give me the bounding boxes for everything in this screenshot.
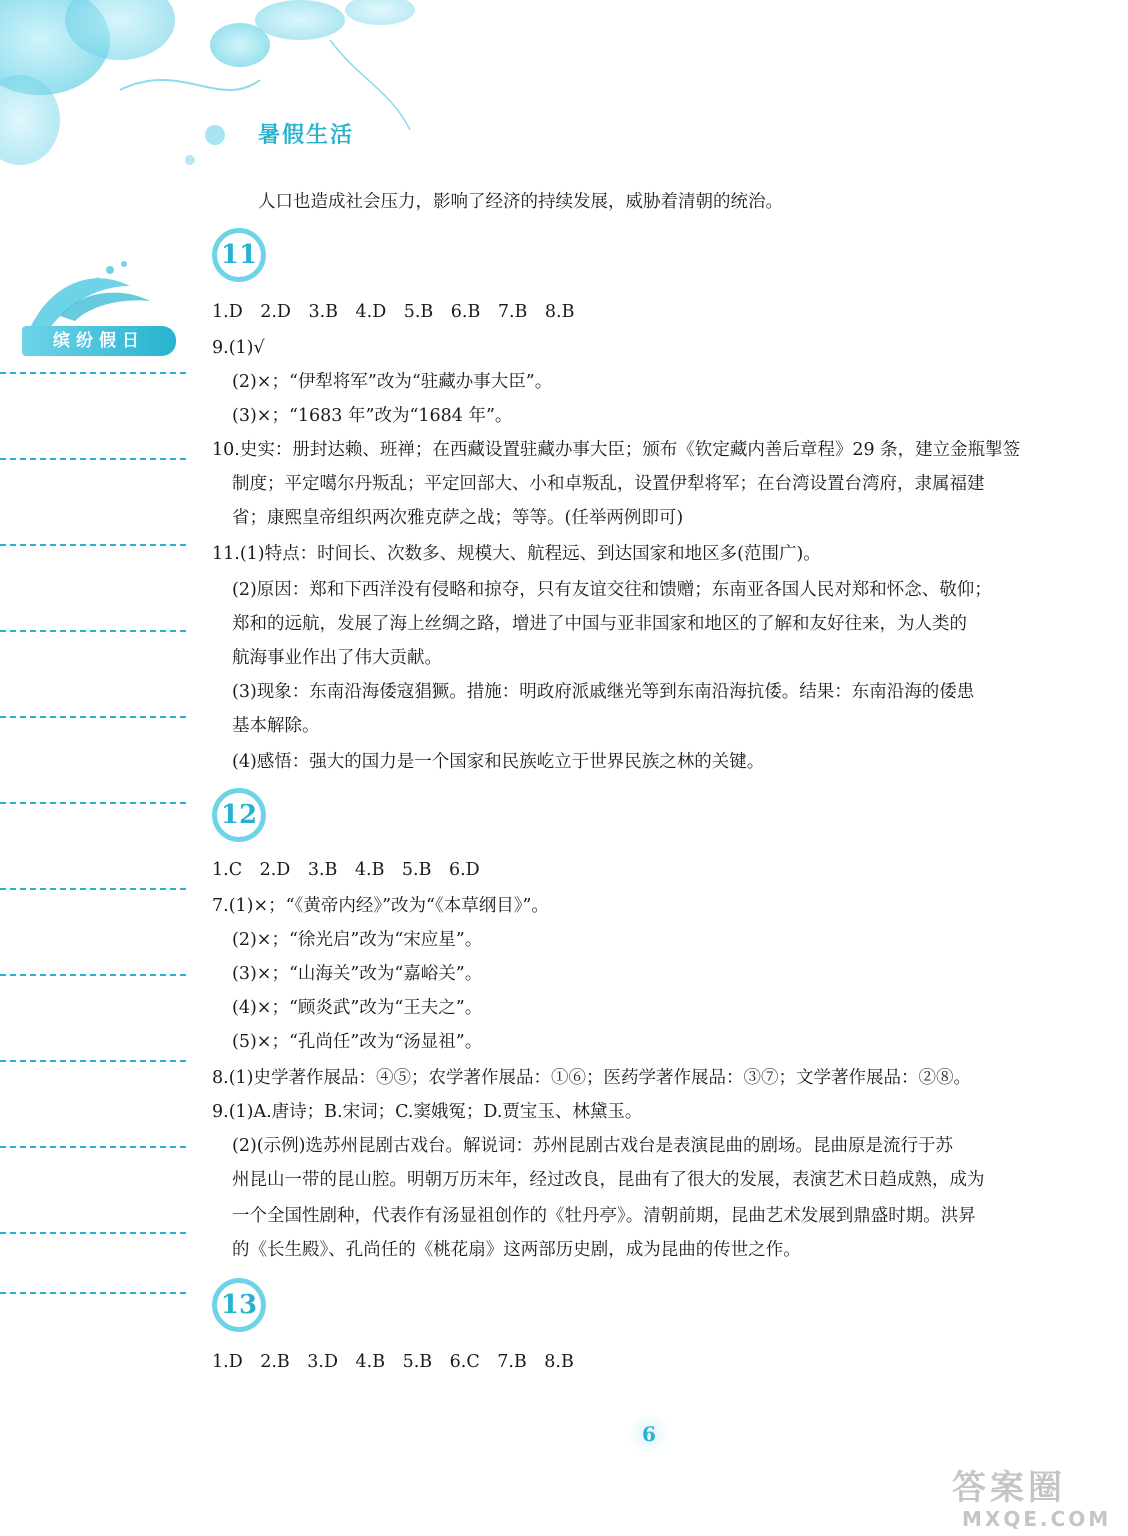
answer-line: 8.(1)史学著作展品：④⑤；农学著作展品：①⑥；医药学著作展品：③⑦；文学著作展品：②⑧。 <box>212 1068 971 1088</box>
answer-line: 州昆山一带的昆山腔。明朝万历末年，经过改良，昆曲有了很大的发展，表演艺术日趋成熟，成为 <box>232 1170 985 1190</box>
answer-line: (4)感悟：强大的国力是一个国家和民族屹立于世界民族之林的关键。 <box>232 752 765 772</box>
watermark-bottom: MXQE.COM <box>962 1507 1112 1531</box>
answer-line: 1.D 2.D 3.B 4.D 5.B 6.B 7.B 8.B <box>212 302 575 322</box>
wave-emblem <box>20 256 190 336</box>
margin-dash-line <box>0 372 186 374</box>
floral-decoration <box>0 0 440 220</box>
watermark-top: 答案圈 <box>952 1468 1066 1508</box>
answer-line: (2)×；“徐光启”改为“宋应星”。 <box>232 930 483 950</box>
section-number: 12 <box>220 800 258 830</box>
answer-line: 10.史实：册封达赖、班禅；在西藏设置驻藏办事大臣；颁布《钦定藏内善后章程》29 条，建立金瓶掣签 <box>212 440 1021 460</box>
answer-line: 省；康熙皇帝组织两次雅克萨之战；等等。(任举两例即可) <box>232 508 684 528</box>
section-number: 13 <box>220 1290 258 1320</box>
margin-dash-line <box>0 1232 186 1234</box>
answer-line: 制度；平定噶尔丹叛乱；平定回部大、小和卓叛乱，设置伊犁将军；在台湾设置台湾府，隶属福建 <box>232 474 985 494</box>
answer-line: (4)×；“顾炎武”改为“王夫之”。 <box>232 998 483 1018</box>
margin-dash-line <box>0 716 186 718</box>
answer-line: (3)现象：东南沿海倭寇猖獗。措施：明政府派戚继光等到东南沿海抗倭。结果：东南沿海的倭患 <box>232 682 975 702</box>
margin-dash-line <box>0 1292 186 1294</box>
margin-dash-line <box>0 802 186 804</box>
answer-line: 9.(1)A.唐诗；B.宋词；C.窦娥冤；D.贾宝玉、林黛玉。 <box>212 1102 643 1122</box>
section-number: 11 <box>220 240 258 270</box>
side-badge: 缤纷假日 <box>22 326 176 356</box>
answer-line: 1.D 2.B 3.D 4.B 5.B 6.C 7.B 8.B <box>212 1352 574 1372</box>
margin-dash-line <box>0 974 186 976</box>
answer-line: (2)×；“伊犁将军”改为“驻藏办事大臣”。 <box>232 372 553 392</box>
section-badge <box>210 786 268 844</box>
answer-line: 的《长生殿》、孔尚任的《桃花扇》这两部历史剧，成为昆曲的传世之作。 <box>232 1240 801 1260</box>
answer-line: 11.(1)特点：时间长、次数多、规模大、航程远、到达国家和地区多(范围广)。 <box>212 544 821 564</box>
answer-line: (5)×；“孔尚任”改为“汤显祖”。 <box>232 1032 483 1052</box>
answer-line: (3)×；“山海关”改为“嘉峪关”。 <box>232 964 483 984</box>
answer-line: 基本解除。 <box>232 716 320 736</box>
answer-line: 1.C 2.D 3.B 4.B 5.B 6.D <box>212 860 480 880</box>
margin-dash-line <box>0 630 186 632</box>
answer-line: 9.(1)√ <box>212 338 265 358</box>
margin-dash-line <box>0 1146 186 1148</box>
answer-line: 一个全国性剧种，代表作有汤显祖创作的《牡丹亭》。清朝前期，昆曲艺术发展到鼎盛时期。洪昇 <box>232 1206 976 1226</box>
answer-line: 郑和的远航，发展了海上丝绸之路，增进了中国与亚非国家和地区的了解和友好往来，为人类的 <box>232 614 967 634</box>
margin-dash-line <box>0 458 186 460</box>
margin-dash-line <box>0 544 186 546</box>
watermark-logo <box>952 1468 1122 1532</box>
section-badge <box>210 1276 268 1334</box>
answer-line: (2)(示例)选苏州昆剧古戏台。解说词：苏州昆剧古戏台是表演昆曲的剧场。昆曲原是流行于苏 <box>232 1136 953 1156</box>
header-title: 暑假生活 <box>258 123 355 148</box>
answer-line: 航海事业作出了伟大贡献。 <box>232 648 442 668</box>
intro-line: 人口也造成社会压力，影响了经济的持续发展，威胁着清朝的统治。 <box>258 192 783 212</box>
answer-line: (2)原因：郑和下西洋没有侵略和掠夺，只有友谊交往和馈赠；东南亚各国人民对郑和怀念、敬仰； <box>232 580 992 600</box>
answer-line: 7.(1)×；“《黄帝内经》”改为“《本草纲目》”。 <box>212 896 549 916</box>
page-number: 6 <box>626 1414 672 1454</box>
section-badge <box>210 226 268 284</box>
answer-line: (3)×；“1683 年”改为“1684 年”。 <box>232 406 513 426</box>
margin-dash-line <box>0 888 186 890</box>
margin-dash-line <box>0 1060 186 1062</box>
